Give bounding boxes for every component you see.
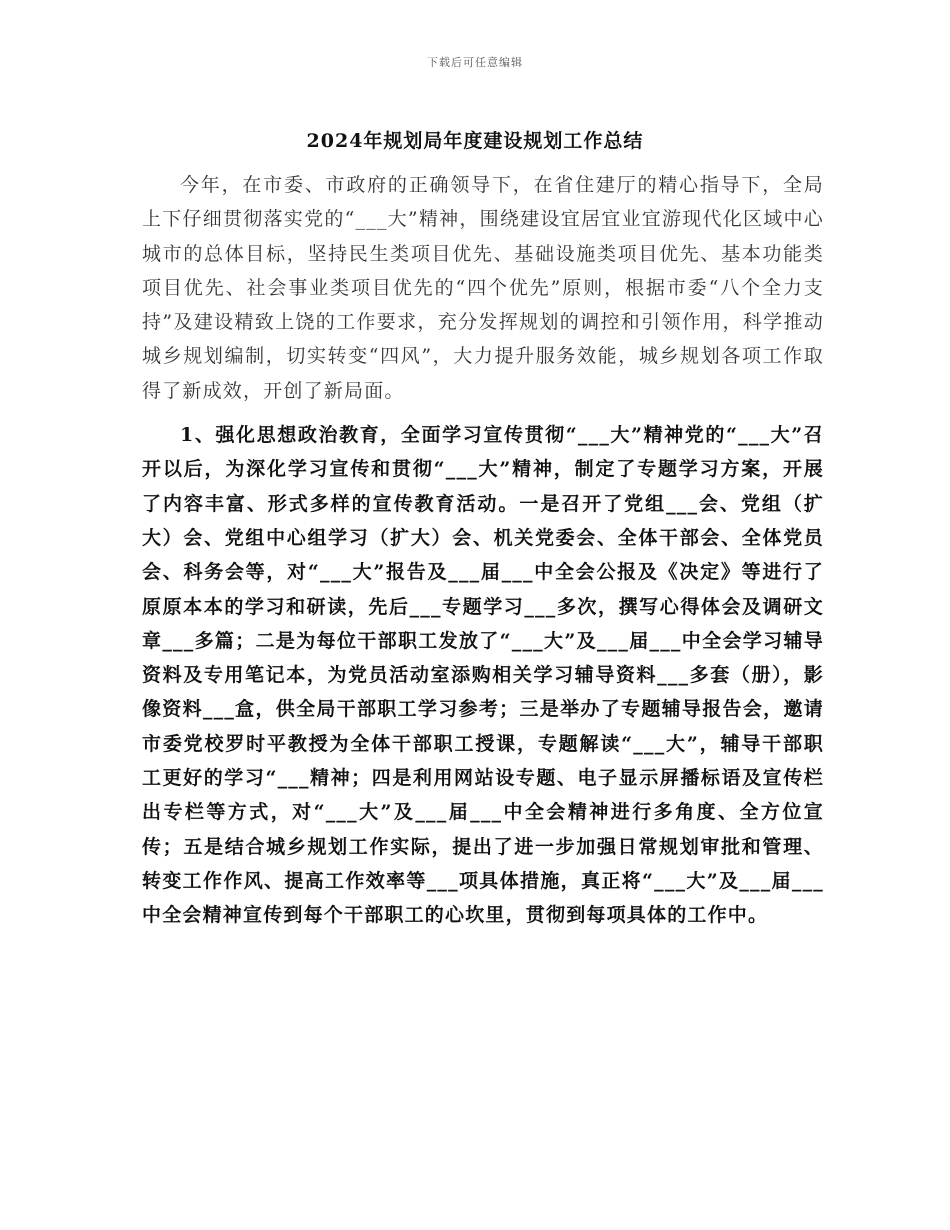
- intro-paragraph: 今年，在市委、市政府的正确领导下，在省住建厅的精心指导下，全局上下仔细贯彻落实党的“___大”精神，围绕建设宜居宜业宜游现代化区域中心城市的总体目标，坚持民生类项目优先、基础设施类项目优先、基本功能类项目优先、社会事业类项目优先的“四个优先”原则，根据市委“八个全力支持”及建设精致上饶的工作要求，充分发挥规划的调控和引领作用，科学推动城乡规划编制，切实转变“四风”，大力提升服务效能，城乡规划各项工作取得了新成效，开创了新局面。: [142, 174, 824, 402]
- section-1-paragraph: 1、强化思想政治教育，全面学习宣传贯彻“___大”精神党的“___大”召开以后，为深化学习宣传和贯彻“___大”精神，制定了专题学习方案，开展了内容丰富、形式多样的宣传教育活动。一是召开了党组___会、党组（扩大）会、党组中心组学习（扩大）会、机关党委会、全体干部会、全体党员会、科务会等，对“___大”报告及___届___中全会公报及《决定》等进行了原原本本的学习和研读，先后___专题学习___多次，撰写心得体会及调研文章___多篇；二是为每位干部职工发放了“___大”及___届___中全会学习辅导资料及专用笔记本，为党员活动室添购相关学习辅导资料___多套（册），影像资料___盒，供全局干部职工学习参考；三是举办了专题辅导报告会，邀请市委党校罗时平教授为全体干部职工授课，专题解读“___大”，辅导干部职工更好的学习“___精神；四是利用网站设专题、电子显示屏播标语及宣传栏出专栏等方式，对“___大”及___届___中全会精神进行多角度、全方位宣传；五是结合城乡规划工作实际，提出了进一步加强日常规划审批和管理、转变工作作风、提高工作效率等___项具体措施，真正将“___大”及___届___中全会精神宣传到每个干部职工的心坎里，贯彻到每项具体的工作中。: [142, 424, 824, 927]
- header-note: 下载后可任意编辑: [427, 56, 523, 69]
- document-body: [142, 168, 824, 933]
- document-title: 2024年规划局年度建设规划工作总结: [306, 130, 644, 152]
